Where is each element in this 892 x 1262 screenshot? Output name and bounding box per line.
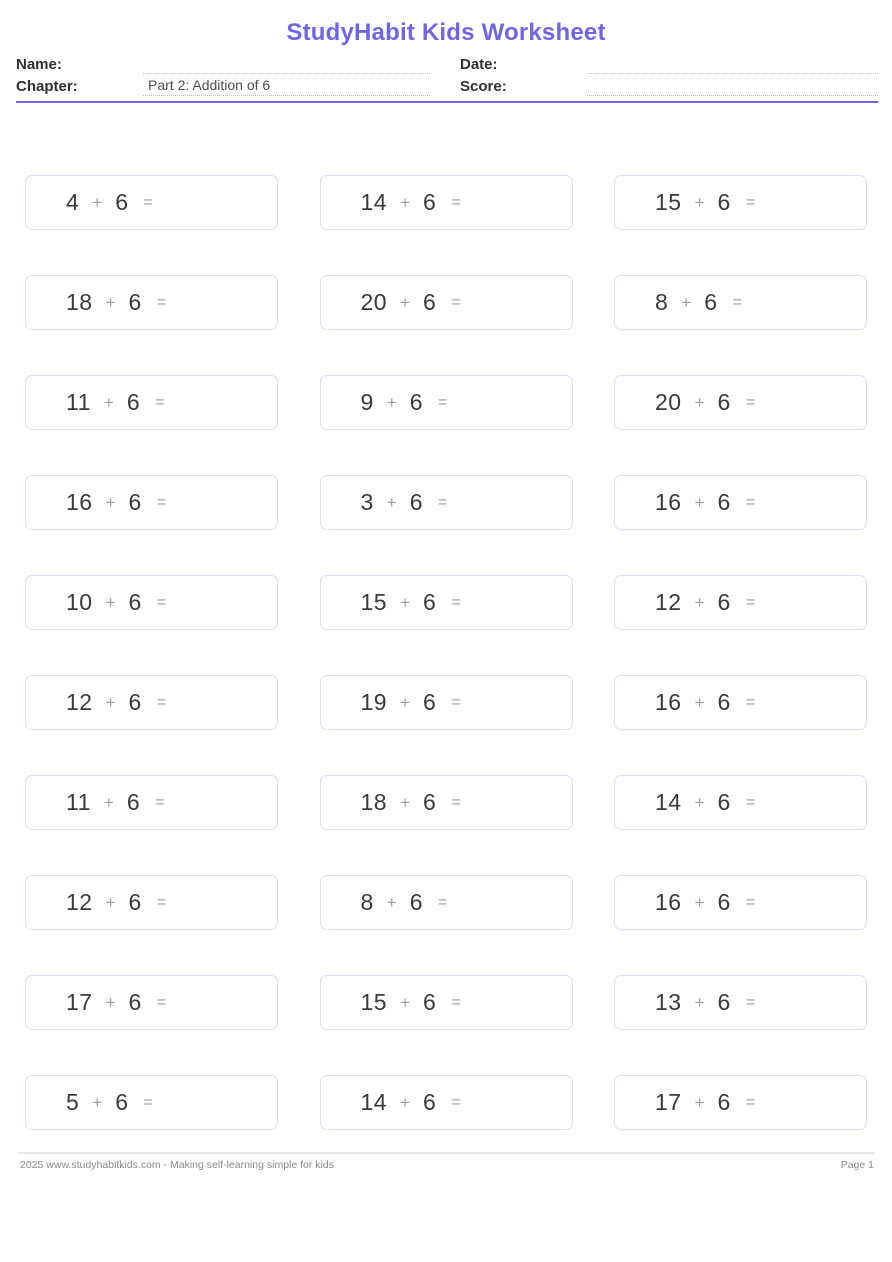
problem-box: [320, 575, 573, 630]
plus-sign: +: [386, 892, 397, 912]
equals-sign: =: [745, 593, 756, 611]
operand-b: 6: [423, 989, 437, 1015]
operand-a: 12: [66, 689, 93, 715]
equals-sign: =: [156, 593, 167, 611]
equals-sign: =: [451, 293, 461, 311]
problem-box: [320, 975, 573, 1030]
plus-sign: +: [103, 392, 114, 412]
equals-sign: =: [155, 793, 165, 811]
header-divider: [16, 101, 878, 103]
equals-sign: =: [156, 893, 167, 911]
plus-sign: +: [103, 792, 114, 812]
operand-a: 16: [655, 489, 682, 515]
footer-page-number: Page 1: [840, 1159, 874, 1171]
equals-sign: =: [451, 993, 461, 1011]
date-label: Date:: [460, 56, 498, 73]
operand-b: 6: [717, 1089, 731, 1115]
operand-a: 8: [360, 889, 374, 915]
plus-sign: +: [694, 592, 705, 612]
problem-box: [614, 475, 867, 530]
equals-sign: =: [745, 393, 756, 411]
problem-box: [25, 275, 278, 330]
score-label: Score:: [460, 78, 507, 95]
operand-a: 20: [655, 389, 682, 415]
operand-b: 6: [126, 389, 141, 415]
plus-sign: +: [92, 1092, 103, 1112]
operand-a: 19: [360, 689, 388, 715]
chapter-field[interactable]: [143, 77, 430, 96]
header-left: [16, 55, 430, 99]
plus-sign: +: [694, 692, 705, 712]
plus-sign: +: [92, 192, 103, 212]
problem-box: [25, 575, 278, 630]
problem-box: [320, 175, 573, 230]
problems-grid: [25, 175, 867, 1130]
problem-box: [614, 775, 867, 830]
operand-a: 11: [66, 789, 91, 815]
answer-blank[interactable]: [164, 376, 277, 429]
operand-a: 12: [655, 589, 682, 615]
plus-sign: +: [400, 192, 411, 212]
footer-credit: 2025 www.studyhabitkids.com - Making self-learning simple for kids: [20, 1159, 334, 1171]
answer-blank[interactable]: [755, 976, 866, 1029]
problem-box: [320, 875, 573, 930]
answer-blank[interactable]: [166, 876, 277, 929]
operand-a: 4: [66, 189, 80, 215]
plus-sign: +: [694, 992, 705, 1012]
equals-sign: =: [745, 993, 756, 1011]
problem-box: [614, 1075, 867, 1130]
operand-b: 6: [423, 589, 437, 615]
problem-box: [25, 775, 278, 830]
answer-blank[interactable]: [153, 1076, 277, 1129]
problem-box: [25, 1075, 278, 1130]
problem-box: [25, 175, 278, 230]
answer-blank[interactable]: [461, 176, 572, 229]
operand-a: 3: [360, 489, 374, 515]
plus-sign: +: [105, 992, 116, 1012]
operand-b: 6: [128, 289, 142, 315]
answer-blank[interactable]: [461, 976, 572, 1029]
problem-box: [614, 375, 867, 430]
operand-a: 14: [360, 1089, 388, 1115]
plus-sign: +: [386, 392, 397, 412]
equals-sign: =: [745, 793, 756, 811]
problem-box: [25, 375, 278, 430]
plus-sign: +: [694, 1092, 705, 1112]
operand-b: 6: [128, 989, 142, 1015]
answer-blank[interactable]: [755, 776, 866, 829]
problem-box: [614, 875, 867, 930]
operand-a: 20: [360, 289, 388, 315]
plus-sign: +: [681, 292, 692, 312]
equals-sign: =: [732, 293, 742, 311]
operand-b: 6: [423, 189, 437, 215]
equals-sign: =: [745, 1093, 756, 1111]
problem-box: [320, 1075, 573, 1130]
name-label: Name:: [16, 56, 62, 73]
plus-sign: +: [400, 592, 411, 612]
operand-b: 6: [128, 589, 142, 615]
answer-blank[interactable]: [447, 476, 571, 529]
operand-a: 8: [655, 289, 669, 315]
operand-a: 17: [655, 1089, 682, 1115]
answer-blank[interactable]: [461, 276, 572, 329]
equals-sign: =: [143, 193, 153, 211]
equals-sign: =: [438, 393, 448, 411]
operand-b: 6: [128, 489, 142, 515]
answer-blank[interactable]: [755, 1076, 866, 1129]
answer-blank[interactable]: [755, 176, 866, 229]
equals-sign: =: [438, 893, 448, 911]
answer-blank[interactable]: [755, 676, 866, 729]
equals-sign: =: [155, 393, 165, 411]
name-field[interactable]: [143, 55, 430, 74]
chapter-row: [16, 77, 430, 96]
operand-a: 15: [655, 189, 682, 215]
answer-blank[interactable]: [447, 876, 571, 929]
operand-b: 6: [423, 1089, 437, 1115]
answer-blank[interactable]: [153, 176, 277, 229]
equals-sign: =: [438, 493, 448, 511]
problem-box: [320, 275, 573, 330]
problem-box: [320, 475, 573, 530]
equals-sign: =: [156, 293, 167, 311]
answer-blank[interactable]: [166, 676, 277, 729]
operand-b: 6: [423, 289, 437, 315]
equals-sign: =: [143, 1093, 153, 1111]
problem-box: [614, 975, 867, 1030]
plus-sign: +: [386, 492, 397, 512]
problem-box: [25, 975, 278, 1030]
score-field[interactable]: [587, 77, 878, 96]
answer-blank[interactable]: [166, 276, 277, 329]
problem-box: [320, 775, 573, 830]
operand-a: 14: [655, 789, 682, 815]
plus-sign: +: [400, 692, 411, 712]
problem-box: [25, 475, 278, 530]
answer-blank[interactable]: [461, 676, 572, 729]
operand-a: 5: [66, 1089, 80, 1115]
page-title: StudyHabit Kids Worksheet: [286, 19, 606, 46]
operand-b: 6: [717, 189, 731, 215]
answer-blank[interactable]: [166, 976, 277, 1029]
equals-sign: =: [745, 693, 756, 711]
operand-b: 6: [704, 289, 718, 315]
operand-a: 18: [66, 289, 93, 315]
problem-box: [614, 175, 867, 230]
answer-blank[interactable]: [461, 776, 572, 829]
operand-b: 6: [115, 189, 129, 215]
plus-sign: +: [694, 492, 705, 512]
equals-sign: =: [451, 793, 461, 811]
equals-sign: =: [451, 193, 461, 211]
equals-sign: =: [156, 493, 167, 511]
operand-a: 18: [360, 789, 388, 815]
answer-blank[interactable]: [755, 476, 866, 529]
plus-sign: +: [694, 192, 705, 212]
equals-sign: =: [745, 493, 756, 511]
operand-b: 6: [717, 689, 731, 715]
plus-sign: +: [105, 692, 116, 712]
answer-blank[interactable]: [447, 376, 571, 429]
date-row: [460, 55, 878, 74]
plus-sign: +: [105, 592, 116, 612]
header-right: [460, 55, 878, 99]
operand-a: 13: [655, 989, 682, 1015]
plus-sign: +: [694, 392, 705, 412]
plus-sign: +: [400, 992, 411, 1012]
operand-b: 6: [409, 489, 424, 515]
operand-b: 6: [409, 389, 424, 415]
operand-b: 6: [717, 989, 731, 1015]
operand-b: 6: [409, 889, 424, 915]
answer-blank[interactable]: [461, 576, 572, 629]
name-row: [16, 55, 430, 74]
chapter-value: Part 2: Addition of 6: [148, 77, 271, 93]
equals-sign: =: [156, 693, 167, 711]
operand-b: 6: [717, 489, 731, 515]
problem-box: [614, 275, 867, 330]
operand-b: 6: [423, 789, 437, 815]
footer: [20, 1159, 874, 1171]
operand-b: 6: [115, 1089, 129, 1115]
operand-a: 10: [66, 589, 93, 615]
answer-blank[interactable]: [461, 1076, 572, 1129]
equals-sign: =: [745, 893, 756, 911]
equals-sign: =: [156, 993, 167, 1011]
operand-a: 12: [66, 889, 93, 915]
operand-a: 17: [66, 989, 93, 1015]
answer-blank[interactable]: [755, 376, 866, 429]
operand-b: 6: [126, 789, 141, 815]
plus-sign: +: [105, 892, 116, 912]
answer-blank[interactable]: [166, 476, 277, 529]
equals-sign: =: [451, 693, 461, 711]
answer-blank[interactable]: [742, 276, 866, 329]
plus-sign: +: [105, 292, 116, 312]
plus-sign: +: [400, 792, 411, 812]
plus-sign: +: [400, 292, 411, 312]
plus-sign: +: [694, 892, 705, 912]
problem-box: [320, 675, 573, 730]
operand-a: 11: [66, 389, 91, 415]
answer-blank[interactable]: [755, 576, 866, 629]
footer-divider: [17, 1152, 875, 1154]
plus-sign: +: [694, 792, 705, 812]
operand-b: 6: [717, 889, 731, 915]
operand-b: 6: [128, 889, 142, 915]
problem-box: [614, 675, 867, 730]
plus-sign: +: [400, 1092, 411, 1112]
operand-a: 9: [360, 389, 374, 415]
problem-box: [614, 575, 867, 630]
operand-a: 16: [655, 889, 682, 915]
equals-sign: =: [745, 193, 756, 211]
operand-b: 6: [128, 689, 142, 715]
plus-sign: +: [105, 492, 116, 512]
problem-box: [25, 675, 278, 730]
operand-b: 6: [717, 789, 731, 815]
equals-sign: =: [451, 1093, 461, 1111]
score-row: [460, 77, 878, 96]
answer-blank[interactable]: [755, 876, 866, 929]
problem-box: [25, 875, 278, 930]
operand-a: 14: [360, 189, 388, 215]
chapter-label: Chapter:: [16, 78, 78, 95]
operand-b: 6: [717, 589, 731, 615]
operand-a: 15: [360, 989, 388, 1015]
operand-a: 16: [655, 689, 682, 715]
answer-blank[interactable]: [164, 776, 277, 829]
date-field[interactable]: [587, 55, 878, 74]
operand-b: 6: [423, 689, 437, 715]
operand-b: 6: [717, 389, 731, 415]
equals-sign: =: [451, 593, 461, 611]
operand-a: 15: [360, 589, 388, 615]
operand-a: 16: [66, 489, 93, 515]
answer-blank[interactable]: [166, 576, 277, 629]
problem-box: [320, 375, 573, 430]
